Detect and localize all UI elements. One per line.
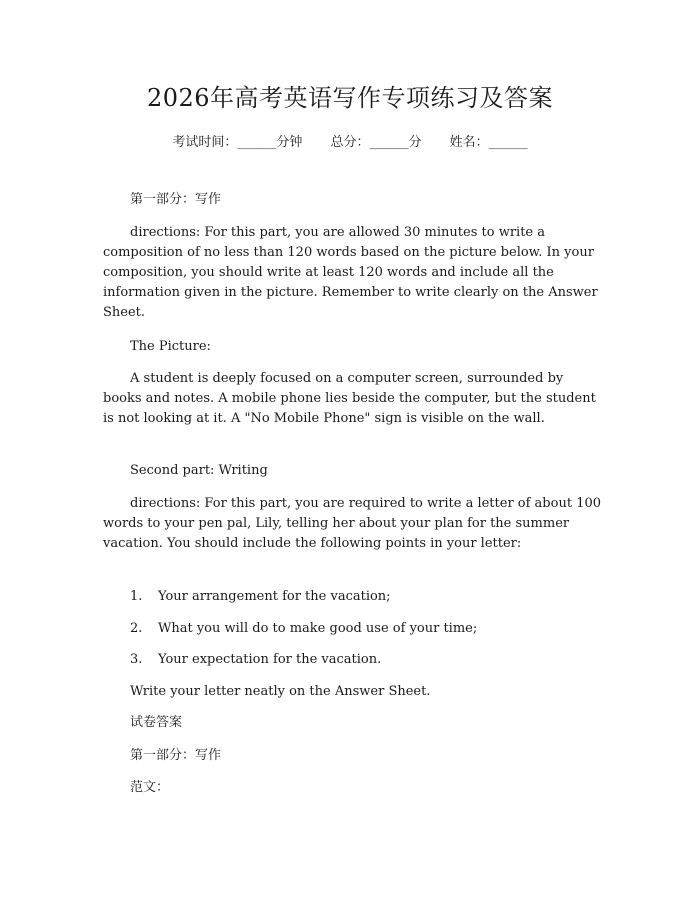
list-text: Your arrangement for the vacation;	[158, 589, 391, 604]
list-text: What you will do to make good use of your time;	[158, 621, 478, 636]
list-item	[130, 619, 477, 639]
student-name: 姓名：______	[449, 135, 528, 150]
answers-heading: 试卷答案	[130, 715, 183, 730]
section1-directions: directions: For this part, you are allowed 30 minutes to write a composition of no less than 120 words based on the picture below. In your composition, you should write at least 120 words and include all the information given in the picture. Remember to write clearly on the Answer Sheet.	[103, 225, 598, 320]
closing-instruction: Write your letter neatly on the Answer Sheet.	[130, 684, 431, 699]
picture-description: A student is deeply focused on a computer screen, surrounded by books and notes. A mobile phone lies beside the computer, but the student is not looking at it. A "No Mobile Phone" sign is visible on the wall.	[103, 371, 596, 426]
list-item	[130, 587, 391, 607]
exam-score: 总分：______分	[330, 135, 422, 150]
exam-time: 考试时间：______分钟	[172, 135, 303, 150]
section1-heading: 第一部分：写作	[130, 192, 222, 207]
list-number: 1.	[130, 589, 143, 604]
section2-heading: Second part: Writing	[130, 463, 268, 478]
picture-label: The Picture:	[130, 339, 211, 354]
list-number: 3.	[130, 652, 143, 667]
sample-essay-label: 范文：	[130, 780, 170, 795]
list-number: 2.	[130, 621, 143, 636]
list-text: Your expectation for the vacation.	[158, 652, 382, 667]
list-item	[130, 650, 381, 670]
section2-directions: directions: For this part, you are required to write a letter of about 100 words to your pen pal, Lily, telling her about your plan for the summer vacation. You should include the following points in your letter:	[103, 496, 602, 551]
exam-info	[0, 131, 700, 150]
answers-part1-heading: 第一部分：写作	[130, 748, 222, 763]
document-title: 2026年高考英语写作专项练习及答案	[146, 84, 554, 112]
